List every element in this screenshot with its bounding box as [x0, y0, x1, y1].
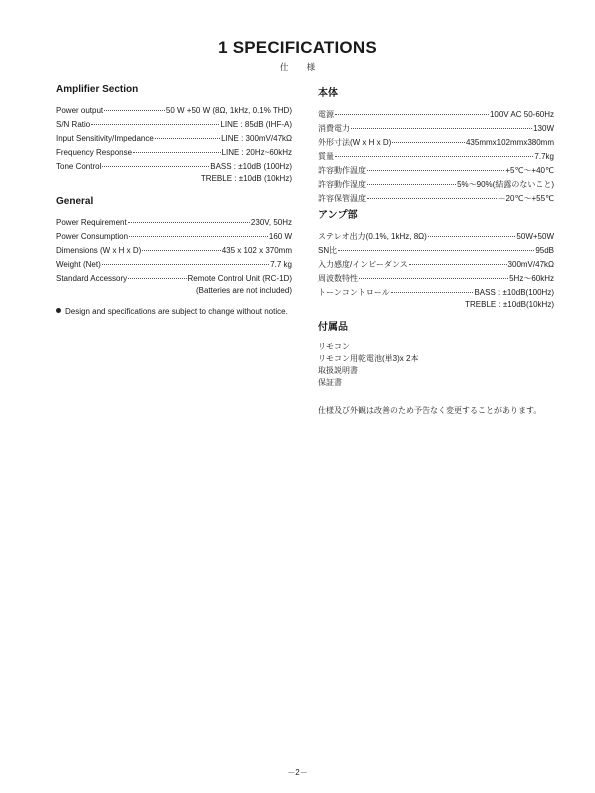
leader-dots [91, 115, 219, 125]
accessory-item: リモコン [318, 342, 350, 351]
accessories-heading: 付属品 [318, 322, 348, 333]
spec-label: SN比 [318, 246, 338, 255]
spec-label: 消費電力 [318, 124, 350, 133]
page-subtitle: 仕 様 [279, 62, 324, 72]
note-en [56, 306, 292, 318]
leader-dots [351, 119, 532, 129]
leader-dots [391, 283, 474, 293]
spec-label: 周波数特性 [318, 274, 358, 283]
amplifier-heading: Amplifier Section [56, 84, 139, 95]
note-text: Design and specifications are subject to change without notice. [65, 307, 288, 316]
spec-label: Power Requirement [56, 218, 127, 227]
accessory-item: リモコン用乾電池(単3)x 2本 [318, 354, 419, 363]
spec-continuation: (Batteries are not included) [195, 286, 292, 295]
leader-dots [367, 189, 497, 199]
spec-value: 5Hz～60kHz [509, 274, 554, 283]
spec-value: Remote Control Unit (RC-1D) [187, 274, 292, 283]
leader-dots [367, 175, 456, 185]
leader-dots [128, 213, 250, 223]
spec-value: 130W [533, 124, 554, 133]
spec-label: 外形寸法(W x H x D) [318, 138, 392, 147]
spec-value: BASS : ±10dB (100Hz) [210, 162, 292, 171]
spec-label: S/N Ratio [56, 120, 91, 129]
leader-dots [367, 161, 504, 171]
spec-label: Standard Accessory [56, 274, 128, 283]
spec-value: 100V AC 50-60Hz [489, 110, 554, 119]
leader-dots [104, 101, 165, 111]
spec-label: Frequency Response [56, 148, 133, 157]
page-title: 1 SPECIFICATIONS [218, 38, 377, 57]
spec-value: +5℃～+40℃ [505, 166, 554, 175]
honntai-section [318, 84, 554, 205]
spec-label: 許容動作温度 [318, 166, 366, 175]
spec-value: BASS : ±10dB(100Hz) [474, 288, 554, 297]
spec-label: 入力感度/インピーダンス [318, 260, 408, 269]
spec-row [56, 159, 292, 173]
spec-row [318, 191, 554, 205]
spec-label: 質量 [318, 152, 334, 161]
spec-value: 7.7kg [534, 152, 554, 161]
spec-label: ステレオ出力(0.1%, 1kHz, 8Ω) [318, 232, 427, 241]
leader-dots [338, 241, 534, 251]
spec-value: 300mV/47kΩ [507, 260, 554, 269]
accessory-item: 取扱説明書 [318, 366, 358, 375]
spec-value: 50W+50W [516, 232, 554, 241]
leader-dots [155, 129, 220, 139]
spec-label: Weight (Net) [56, 260, 101, 269]
spec-value: 7.7 kg [270, 260, 292, 269]
spec-row [56, 271, 292, 285]
spec-label: Power output [56, 106, 104, 115]
spec-label: Dimensions (W x H x D) [56, 246, 142, 255]
amp-jp-heading: アンプ部 [318, 210, 358, 221]
spec-value: 50 W +50 W (8Ω, 1kHz, 0.1% THD) [165, 106, 292, 115]
spec-label: Power Consumption [56, 232, 129, 241]
general-heading: General [56, 196, 94, 207]
accessory-item: 保証書 [318, 378, 342, 387]
leader-dots [102, 255, 269, 265]
spec-continuation: TREBLE : ±10dB (10kHz) [200, 174, 292, 183]
leader-dots [359, 269, 508, 279]
spec-value: LINE : 20Hz~60kHz [221, 148, 292, 157]
leader-dots [133, 143, 220, 153]
note-jp [318, 405, 554, 417]
amplifier-section [56, 84, 292, 185]
leader-dots [409, 255, 507, 265]
bullet-icon [56, 308, 61, 313]
leader-dots [335, 105, 489, 115]
spec-value: LINE : 85dB (IHF-A) [220, 120, 292, 129]
leader-dots [102, 157, 209, 167]
spec-label: 許容保管温度 [318, 194, 366, 203]
spec-value: 435mmx102mmx380mm [465, 138, 554, 147]
spec-value: 435 x 102 x 370mm [221, 246, 292, 255]
spec-value: LINE : 300mV/47kΩ [221, 134, 292, 143]
note-jp-text: 仕様及び外観は改善のため予告なく変更することがあります。 [318, 406, 542, 415]
leader-dots [142, 241, 220, 251]
spec-label: Tone Control [56, 162, 102, 171]
leader-dots [392, 133, 465, 143]
leader-dots [128, 269, 186, 279]
page-number: －2－ [287, 768, 308, 777]
spec-label: トーンコントロール [318, 288, 390, 297]
amp-jp-section [318, 206, 554, 311]
spec-label: Input Sensitivity/Impedance [56, 134, 154, 143]
spec-label: 許容動作湿度 [318, 180, 366, 189]
spec-value: 160 W [268, 232, 292, 241]
leader-dots [129, 227, 268, 237]
spec-value: －20℃～+55℃ [497, 194, 554, 203]
accessories-section [318, 318, 554, 389]
spec-value: 230V, 50Hz [250, 218, 292, 227]
spec-row [318, 285, 554, 299]
honntai-heading: 本体 [318, 88, 338, 99]
spec-label: 電源 [318, 110, 334, 119]
leader-dots [335, 147, 533, 157]
spec-continuation: TREBLE : ±10dB(10kHz) [465, 300, 554, 309]
spec-value: 95dB [535, 246, 554, 255]
spec-value: 5%～90%(結露のないこと) [457, 180, 554, 189]
leader-dots [428, 227, 516, 237]
general-section [56, 196, 292, 297]
